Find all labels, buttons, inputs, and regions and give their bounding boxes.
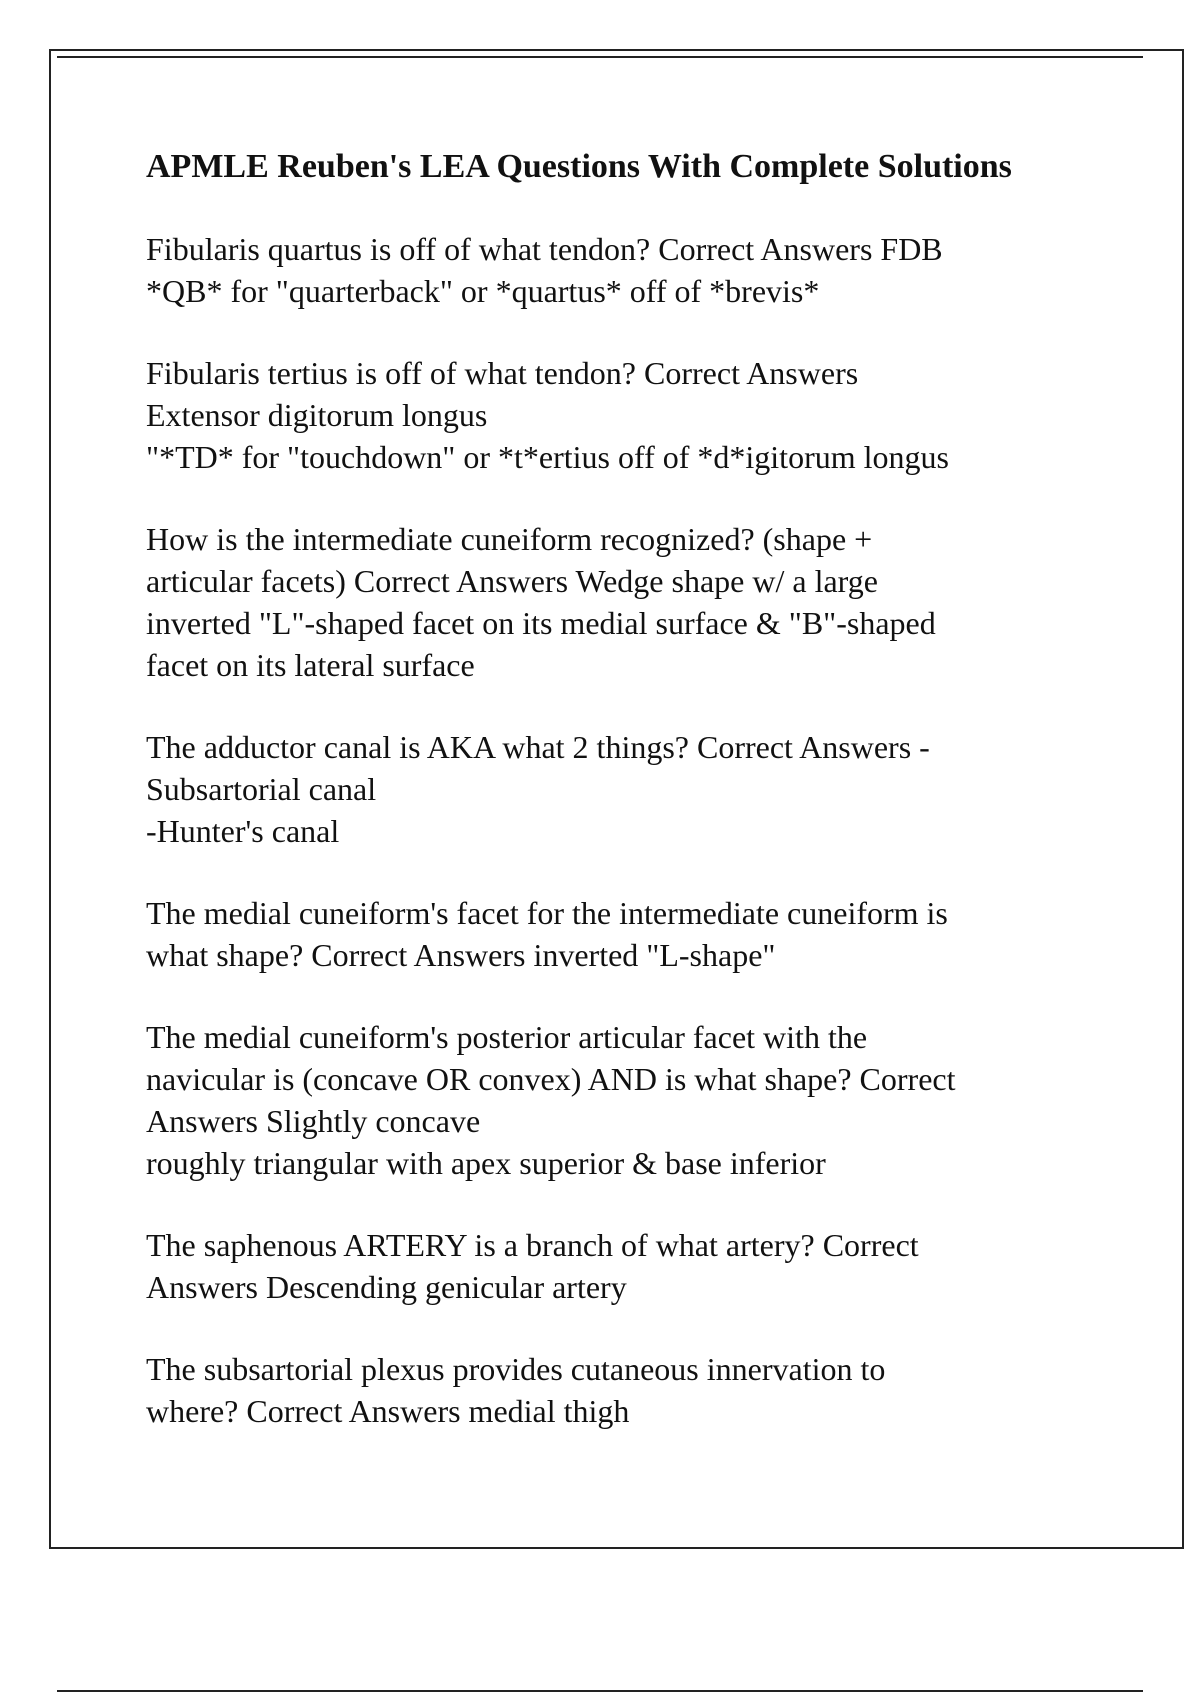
qa-line: facet on its lateral surface <box>146 647 475 683</box>
qa-line: Extensor digitorum longus <box>146 397 488 433</box>
qa-line: roughly triangular with apex superior & base inferior <box>146 1145 826 1181</box>
qa-entry-4 <box>146 726 1086 852</box>
qa-line: Subsartorial canal <box>146 771 377 807</box>
qa-line: *QB* for "quarterback" or *quartus* off of *brevis* <box>146 273 820 309</box>
qa-line: Fibularis tertius is off of what tendon? Correct Answers <box>146 355 859 391</box>
qa-entry-1 <box>146 228 1086 312</box>
qa-entry-7 <box>146 1224 1086 1308</box>
qa-line: Answers Slightly concave <box>146 1103 481 1139</box>
qa-line: "*TD* for "touchdown" or *t*ertius off of *d*igitorum longus <box>146 439 949 475</box>
qa-line: The saphenous ARTERY is a branch of what artery? Correct <box>146 1227 919 1263</box>
qa-line: The adductor canal is AKA what 2 things? Correct Answers - <box>146 729 930 765</box>
qa-line: The medial cuneiform's posterior articular facet with the <box>146 1019 868 1055</box>
qa-line: what shape? Correct Answers inverted "L-shape" <box>146 937 776 973</box>
qa-line: where? Correct Answers medial thigh <box>146 1393 630 1429</box>
qa-entry-2 <box>146 352 1086 478</box>
qa-entry-3 <box>146 518 1086 686</box>
qa-entry-8 <box>146 1348 1086 1432</box>
document-title: APMLE Reuben's LEA Questions With Complete Solutions <box>146 148 1012 185</box>
qa-entry-6 <box>146 1016 1086 1184</box>
qa-line: The medial cuneiform's facet for the intermediate cuneiform is <box>146 895 948 931</box>
qa-line: The subsartorial plexus provides cutaneous innervation to <box>146 1351 886 1387</box>
qa-line: inverted "L"-shaped facet on its medial surface & "B"-shaped <box>146 605 936 641</box>
document-body <box>146 146 1086 1472</box>
qa-entry-5 <box>146 892 1086 976</box>
bottom-rule <box>57 1690 1143 1692</box>
qa-line: -Hunter's canal <box>146 813 340 849</box>
qa-line: navicular is (concave OR convex) AND is what shape? Correct <box>146 1061 956 1097</box>
qa-line: Answers Descending genicular artery <box>146 1269 627 1305</box>
qa-line: articular facets) Correct Answers Wedge shape w/ a large <box>146 563 878 599</box>
qa-line: How is the intermediate cuneiform recognized? (shape + <box>146 521 873 557</box>
qa-line: Fibularis quartus is off of what tendon? Correct Answers FDB <box>146 231 943 267</box>
